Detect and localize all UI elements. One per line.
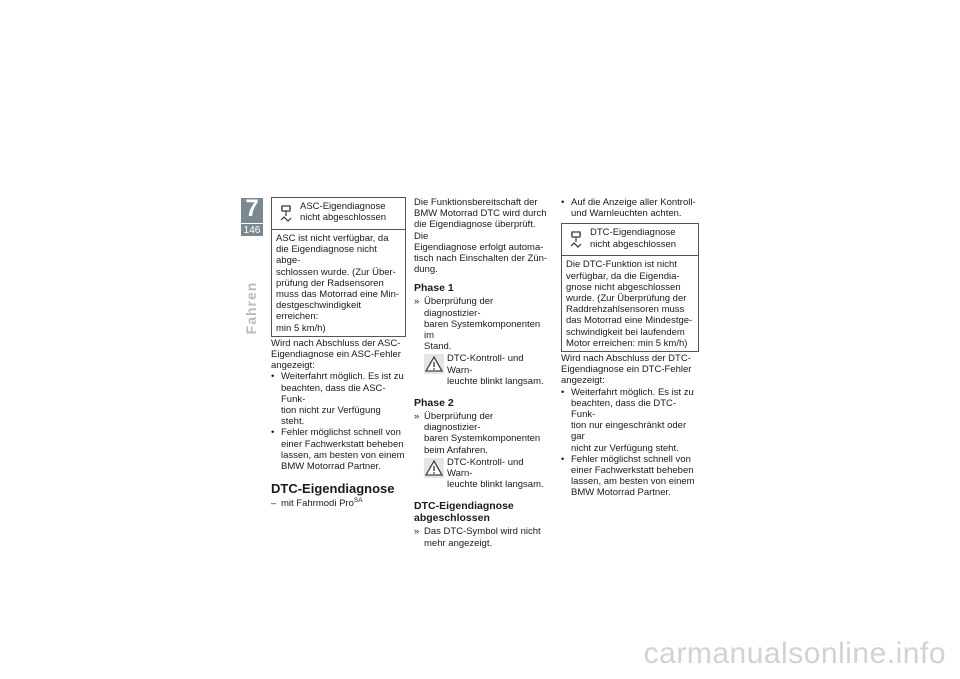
text-line: BMW Motorrad DTC wird durch — [414, 208, 547, 220]
chapter-number: 7 — [245, 195, 259, 222]
chapter-divider — [241, 223, 263, 224]
asc-box-title — [300, 201, 386, 223]
asc-box-text: muss das Motorrad eine Min- — [276, 289, 400, 301]
equipment-note — [271, 498, 406, 509]
text-line: Wird nach Abschluss der DTC- — [561, 353, 691, 365]
dtc-box-title-line: nicht abgeschlossen — [590, 238, 677, 250]
list-item — [271, 427, 406, 472]
right-column — [561, 197, 699, 499]
watermark: carmanualsonline.info — [643, 637, 946, 670]
text-line: lassen, am besten von einem — [281, 449, 405, 461]
warning-triangle-icon — [424, 354, 444, 374]
dtc-box-text: Raddrehzahlsensoren muss — [566, 304, 685, 316]
text-line: Eigendiagnose erfolgt automa- — [414, 241, 544, 253]
list-item — [271, 371, 406, 427]
text-line: Wird nach Abschluss der ASC- — [271, 337, 401, 349]
text-line: beachten, dass die DTC-Funk- — [571, 397, 677, 421]
asc-box-text: min 5 km/h) — [276, 322, 326, 334]
text-line: tion nicht zur Verfügung steht. — [281, 405, 381, 428]
text-line: die Eigendiagnose überprüft. Die — [414, 219, 536, 242]
text-line: nicht zur Verfügung steht. — [571, 442, 679, 454]
text-line: beachten, dass die ASC-Funk- — [281, 382, 386, 405]
asc-box-text: destgeschwindigkeit erreichen: — [276, 300, 362, 323]
list-item — [561, 387, 699, 454]
text-line: • Fehler möglichst schnell von — [571, 453, 691, 465]
middle-column — [414, 197, 550, 549]
list-item — [561, 197, 699, 219]
text-line: angezeigt: — [271, 360, 315, 372]
asc-box-text: schlossen wurde. (Zur Über- — [276, 266, 396, 278]
text-line: • Weiterfahrt möglich. Es ist zu — [281, 371, 404, 383]
equipment-text: mit Fahrmodi Pro — [281, 498, 354, 510]
heading-line: abgeschlossen — [414, 512, 490, 525]
traction-warning-icon — [569, 231, 583, 249]
asc-box-title-line: ASC-Eigendiagnose — [300, 201, 386, 212]
dtc-warning-box — [561, 223, 699, 352]
phase2-note-wrap — [414, 457, 550, 491]
text-line: leuchte blinkt langsam. — [447, 479, 544, 491]
text-line: Eigendiagnose ein ASC-Fehler — [271, 349, 401, 361]
warning-triangle-icon — [424, 458, 444, 478]
dtc-box-body — [562, 255, 698, 351]
asc-warning-box — [271, 197, 406, 337]
text-line: tion nur eingeschränkt oder gar — [571, 420, 687, 443]
phase2-heading: Phase 2 — [414, 397, 454, 410]
text-line: BMW Motorrad Partner. — [571, 487, 671, 499]
dtc-box-text: schwindigkeit bei laufendem — [566, 326, 685, 338]
text-line: » Überprüfung der diagnostizier- — [424, 296, 494, 319]
phase1-heading: Phase 1 — [414, 282, 454, 295]
text-line: lassen, am besten von einem — [571, 476, 695, 488]
phase2-note — [424, 457, 550, 491]
text-line: dung. — [414, 264, 438, 276]
asc-box-text: ASC ist nicht verfügbar, da — [276, 233, 389, 244]
dtc-box-text: verfügbar, da die Eigendia- — [566, 270, 680, 282]
equipment-superscript: SA — [353, 497, 363, 505]
phase2-step — [414, 411, 550, 456]
asc-after-text — [271, 338, 406, 372]
text-line: » Überprüfung der diagnostizier- — [424, 411, 494, 434]
dtc-box-header — [562, 224, 698, 255]
text-line: leuchte blinkt langsam. — [447, 375, 544, 387]
section-heading: DTC-Eigendiagnose — [271, 481, 395, 497]
dtc-box-text: Motor erreichen: min 5 km/h) — [566, 337, 688, 349]
text-line: Eigendiagnose ein DTC-Fehler — [561, 364, 692, 376]
left-column — [271, 197, 406, 509]
text-line: baren Systemkomponenten im — [424, 318, 541, 342]
text-line: Stand. — [424, 341, 452, 353]
list-item — [561, 454, 699, 499]
heading-line: DTC-Eigendiagnose — [414, 500, 514, 513]
text-line: • Auf die Anzeige aller Kontroll- — [571, 197, 696, 208]
asc-box-body — [272, 229, 405, 336]
text-line: einer Fachwerkstatt beheben — [571, 465, 694, 477]
phase1-note-wrap — [414, 353, 550, 387]
page-number: 146 — [243, 225, 261, 236]
text-line: mehr angezeigt. — [424, 537, 493, 549]
diagnosis-done-heading — [414, 500, 550, 524]
traction-warning-icon — [279, 205, 293, 223]
text-line: angezeigt: — [561, 375, 605, 387]
text-line: DTC-Kontroll- und Warn- — [447, 456, 524, 480]
diagnosis-done-step — [414, 526, 550, 548]
intro-paragraph — [414, 197, 550, 275]
text-line: » Das DTC-Symbol wird nicht — [424, 526, 541, 538]
dtc-box-text: gnose nicht abgeschlossen — [566, 281, 681, 293]
text-line: Die Funktionsbereitschaft der — [414, 197, 538, 208]
text-line: • Fehler möglichst schnell von — [281, 427, 401, 439]
asc-box-title-line: nicht abgeschlossen — [300, 212, 387, 224]
asc-box-text: prüfung der Radsensoren — [276, 277, 384, 289]
dtc-box-title — [590, 227, 676, 249]
dtc-after-text — [561, 353, 699, 387]
phase1-note — [424, 353, 550, 387]
text-line: tisch nach Einschalten der Zün- — [414, 253, 548, 265]
text-line: einer Fachwerkstatt beheben — [281, 438, 404, 450]
text-line: DTC-Kontroll- und Warn- — [447, 353, 524, 376]
dtc-box-title-line: DTC-Eigendiagnose — [590, 227, 676, 239]
phase1-step — [414, 296, 550, 352]
text-line: BMW Motorrad Partner. — [281, 461, 381, 473]
asc-box-header — [272, 198, 405, 229]
asc-box-text: die Eigendiagnose nicht abge- — [276, 244, 377, 267]
text-line: baren Systemkomponenten — [424, 433, 541, 445]
dtc-box-text: das Motorrad eine Mindestge- — [566, 315, 693, 327]
text-line: und Warnleuchten achten. — [571, 208, 682, 220]
dtc-box-text: wurde. (Zur Überprüfung der — [566, 293, 687, 305]
section-label: Fahren — [243, 281, 259, 335]
dtc-box-text: Die DTC-Funktion ist nicht — [566, 259, 677, 271]
text-line: • Weiterfahrt möglich. Es ist zu — [571, 386, 694, 398]
text-line: beim Anfahren. — [424, 444, 488, 456]
